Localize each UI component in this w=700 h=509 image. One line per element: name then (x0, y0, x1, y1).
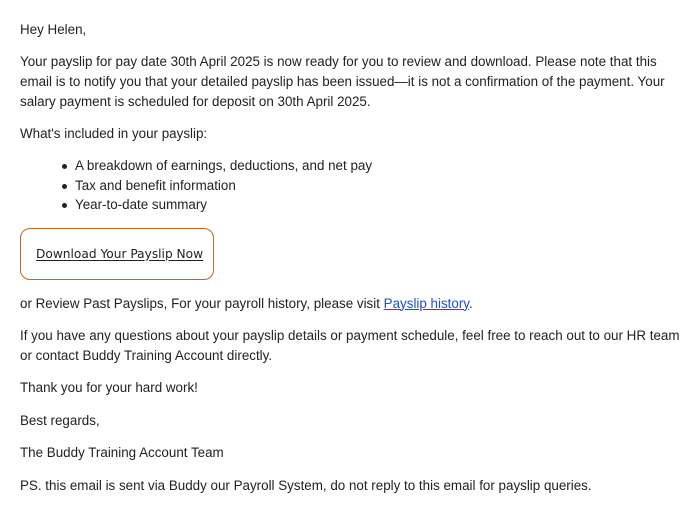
thanks-line: Thank you for your hard work! (20, 379, 198, 395)
payslip-history-line (20, 294, 680, 314)
signature-team: The Buddy Training Account Team (20, 444, 224, 460)
history-suffix-text: . (469, 295, 473, 311)
postscript: PS. this email is sent via Buddy our Payroll System, do not reply to this email for payslip queries. (20, 477, 592, 493)
included-heading: What's included in your payslip: (20, 126, 208, 141)
sign-off: Best regards, (20, 412, 100, 428)
download-payslip-button[interactable]: Download Your Payslip Now (20, 228, 214, 280)
payslip-history-link[interactable]: Payslip history (383, 295, 470, 311)
included-list (20, 156, 680, 215)
list-item: Tax and benefit information (75, 176, 680, 196)
download-button-wrapper (20, 228, 680, 280)
intro-paragraph: Your payslip for pay date 30th April 2025 is now ready for you to review and download. Please note that this email is to notify you that your detailed payslip has been issued—it is not a confirmation of the payment. Your salary payment is scheduled for deposit on 30th April 2025. (20, 54, 665, 109)
greeting: Hey Helen, (20, 22, 87, 37)
questions-paragraph: If you have any questions about your payslip details or payment schedule, feel free to reach out to our HR team or contact Buddy Training Account directly. (20, 327, 680, 363)
history-prefix-text: or Review Past Payslips, For your payroll history, please visit (20, 295, 384, 311)
list-item: A breakdown of earnings, deductions, and net pay (75, 156, 680, 176)
list-item: Year-to-date summary (75, 195, 680, 215)
